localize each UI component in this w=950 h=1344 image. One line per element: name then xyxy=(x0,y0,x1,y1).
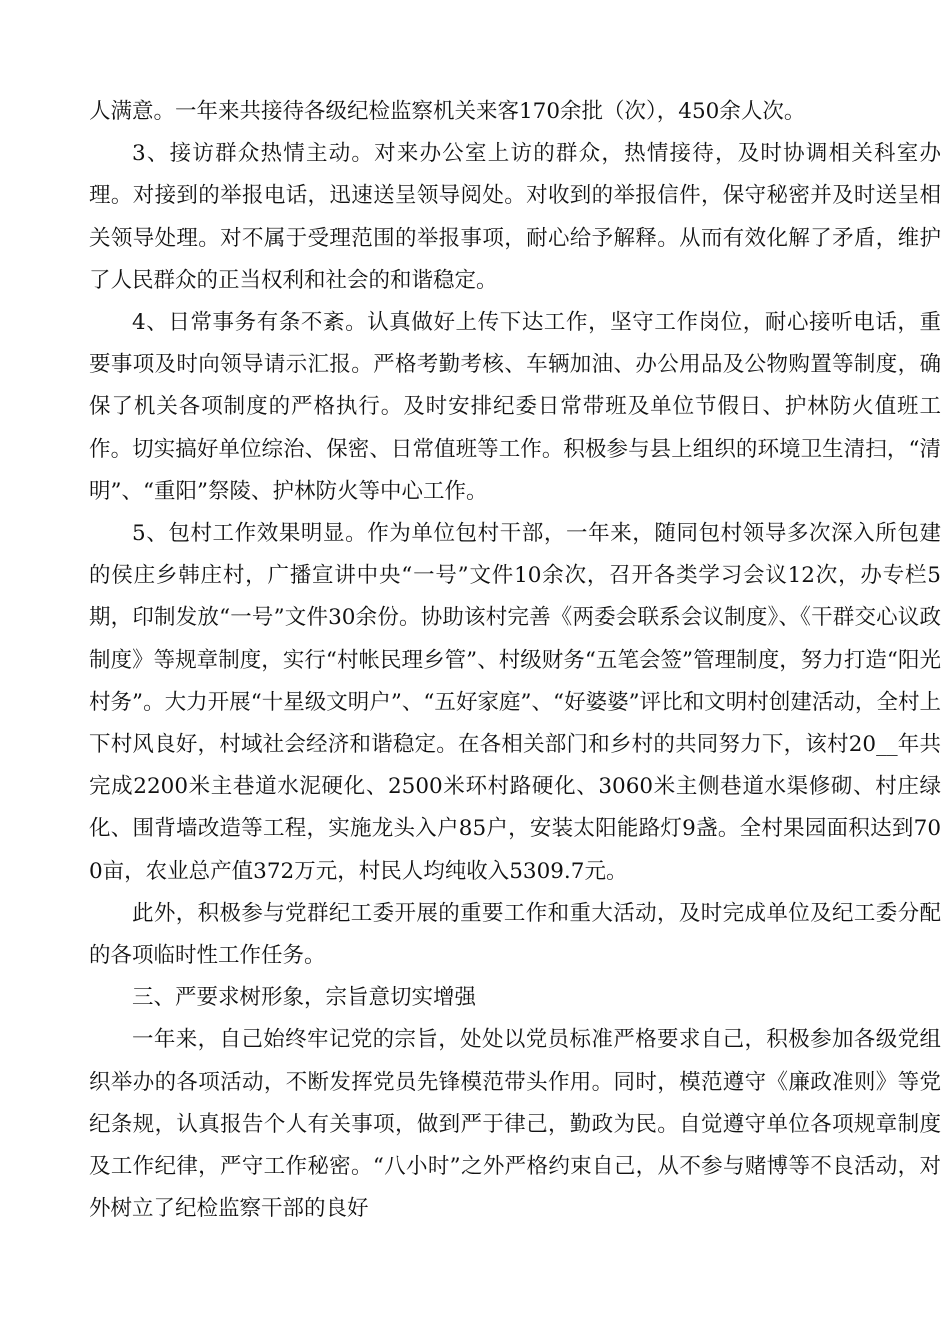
paragraph-reception-summary: 人满意。一年来共接待各级纪检监察机关来客170余批（次），450余人次。 xyxy=(89,99,806,124)
paragraph-party-discipline: 一年来，自己始终牢记党的宗旨，处处以党员标准严格要求自己，积极参加各级党组织举办的各项活动，不断发挥党员先锋模范带头作用。同时，模范遵守《廉政准则》等党纪条规，认真报告个人有关事项，做到严于律己，勤政为民。自觉遵守单位各项规章制度及工作纪律，严守工作秘密。“八小时”之外严格约束自己，从不参与赌博等不良活动，对外树立了纪检监察干部的良好 xyxy=(89,1027,941,1222)
paragraph-petition-reception: 3、接访群众热情主动。对来办公室上访的群众，热情接待，及时协调相关科室办理。对接到的举报电话，迅速送呈领导阅处。对收到的举报信件，保守秘密并及时送呈相关领导处理。对不属于受理范围的举报事项，耐心给予解释。从而有效化解了矛盾，维护了人民群众的正当权利和社会的和谐稳定。 xyxy=(89,141,941,293)
paragraph-daily-affairs: 4、日常事务有条不紊。认真做好上传下达工作，坚守工作岗位，耐心接听电话，重要事项及时向领导请示汇报。严格考勤考核、车辆加油、办公用品及公物购置等制度，确保了机关各项制度的严格执行。及时安排纪委日常带班及单位节假日、护林防火值班工作。切实搞好单位综治、保密、日常值班等工作。积极参与县上组织的环境卫生清扫，“清明”、“重阳”祭陵、护林防火等中心工作。 xyxy=(89,310,941,504)
paragraph-village-work: 5、包村工作效果明显。作为单位包村干部，一年来，随同包村领导多次深入所包建的侯庄乡韩庄村，广播宣讲中央“一号”文件10余次，召开各类学习会议12次，办专栏5期，印制发放“一号”文件30余份。协助该村完善《两委会联系会议制度》、《干群交心议政制度》等规章制度，实行“村帐民理乡管”、村级财务“五笔会签”管理制度，努力打造“阳光村务”。大力开展“十星级文明户”、“五好家庭”、“好婆婆”评比和文明村创建活动，全村上下村风良好，村域社会经济和谐稳定。在各相关部门和乡村的共同努力下，该村20__年共完成2200米主巷道水泥硬化、2500米环村路硬化、3060米主侧巷道水渠修砌、村庄绿化、围背墙改造等工程，实施龙头入户85户，安装太阳能路灯9盏。全村果园面积达到700亩，农业总产值372万元，村民人均纯收入5309.7元。 xyxy=(89,521,941,884)
paragraph-additional-tasks: 此外，积极参与党群纪工委开展的重要工作和重大活动，及时完成单位及纪工委分配的各项临时性工作任务。 xyxy=(89,900,941,969)
section-heading-three: 三、严要求树形象，宗旨意切实增强 xyxy=(132,985,477,1011)
document-page xyxy=(89,91,941,1230)
